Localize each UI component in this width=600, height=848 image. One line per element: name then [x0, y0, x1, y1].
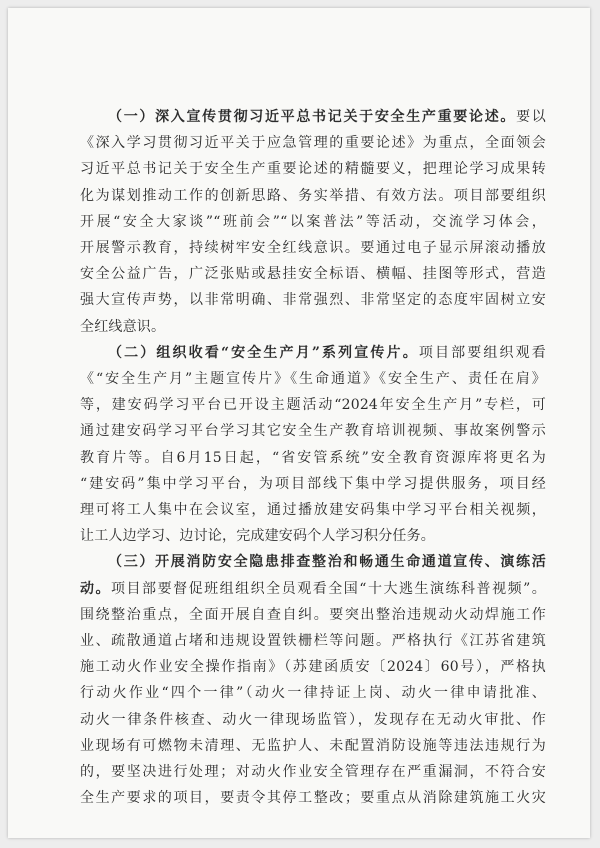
paragraph-3-line: 动火一律条件核查、动火一律现场监管），发现存在无动火审批、作	[80, 711, 546, 728]
paragraph-3-heading: （三）开展消防安全隐患排查整治和畅通生命通道宣传、演练活	[108, 554, 546, 571]
paragraph-1-line: 强大宣传声势，以非常明确、非常强烈、非常坚定的态度牢固树立安	[80, 292, 546, 309]
paragraph-3-line	[80, 576, 546, 602]
paragraph-2-line-1	[80, 340, 546, 366]
paragraph-2-line: 教育片等。自6月15日起，“省安管系统”安全教育资源库将更名为	[80, 449, 546, 466]
paragraph-2-line: “建安码”集中学习平台，为项目部线下集中学习提供服务，项目经	[80, 475, 546, 492]
paragraph-1-first-rest: 要以	[516, 109, 546, 125]
paragraph-3-line: 业现场有可燃物未清理、无监护人、未配置消防设施等违法违规行为	[80, 737, 546, 754]
paragraph-1-line-1	[80, 104, 546, 130]
paragraph-1-line: 《深入学习贯彻习近平关于应急管理的重要论述》为重点，全面领会	[80, 135, 546, 152]
paragraph-1-line: 开展“安全大家谈”“班前会”“以案普法”等活动，交流学习体会，	[80, 213, 546, 230]
paragraph-3-line: 围绕整治重点，全面开展自查自纠。要突出整治违规动火动焊施工作	[80, 606, 546, 623]
paragraph-3-line: 业、疏散通道占堵和违规设置铁栅栏等问题。严格执行《江苏省建筑	[80, 633, 546, 650]
paragraph-3-line: 的，要坚决进行处理；对动火作业安全管理存在严重漏洞，不符合安	[80, 764, 546, 781]
paragraph-1	[80, 104, 546, 340]
paragraph-2-line: 让工人边学习、边讨论，完成建安码个人学习积分任务。	[80, 528, 435, 545]
paragraph-3-heading-end: 动。	[80, 580, 112, 597]
paragraph-1-line: 安全公益广告，广泛张贴或悬挂安全标语、横幅、挂图等形式，营造	[80, 266, 546, 283]
paragraph-3-line-1	[80, 549, 546, 575]
paragraph-3-line: 全生产要求的项目，要责令其停工整改；要重点从消除建筑施工火灾	[80, 790, 546, 807]
paragraph-1-line: 习近平总书记关于安全生产重要论述的精髓要义，把理论学习成果转	[80, 161, 546, 178]
document-body	[80, 104, 546, 811]
paragraph-2-line: 等，建安码学习平台已开设主题活动“2024年安全生产月”专栏，可	[80, 397, 546, 414]
paragraph-1-line: 全红线意识。	[80, 318, 166, 335]
paragraph-1-line: 化为谋划推动工作的创新思路、务实举措、有效方法。项目部要组织	[80, 187, 546, 204]
paragraph-2-first-rest: 项目部要组织观看	[418, 344, 546, 361]
paragraph-3-line: 施工动火作业安全操作指南》（苏建函质安〔2024〕60号），严格执	[80, 659, 546, 676]
paragraph-1-line: 开展警示教育，持续树牢安全红线意识。要通过电子显示屏滚动播放	[80, 240, 546, 257]
paragraph-1-heading: （一）深入宣传贯彻习近平总书记关于安全生产重要论述。	[108, 109, 517, 125]
paragraph-2-line: 理可将工人集中在会议室，通过播放建安码集中学习平台相关视频，	[80, 502, 546, 519]
paragraph-2-heading: （二）组织收看“安全生产月”系列宣传片。	[108, 344, 419, 361]
paragraph-2-line: 通过建安码学习平台学习其它安全生产教育培训视频、事故案例警示	[80, 423, 546, 440]
paragraph-2-line: 《“安全生产月”主题宣传片》《生命通道》《安全生产、责任在肩》	[80, 371, 546, 388]
paragraph-3-line: 行动火作业“四个一律”（动火一律持证上岗、动火一律申请批准、	[80, 685, 546, 702]
paragraph-3-line-2-rest: 项目部要督促班组组织全员观看全国“十大逃生演练科普视频”。	[111, 580, 546, 597]
document-page	[8, 8, 590, 838]
paragraph-3	[80, 549, 546, 811]
paragraph-2	[80, 340, 546, 550]
